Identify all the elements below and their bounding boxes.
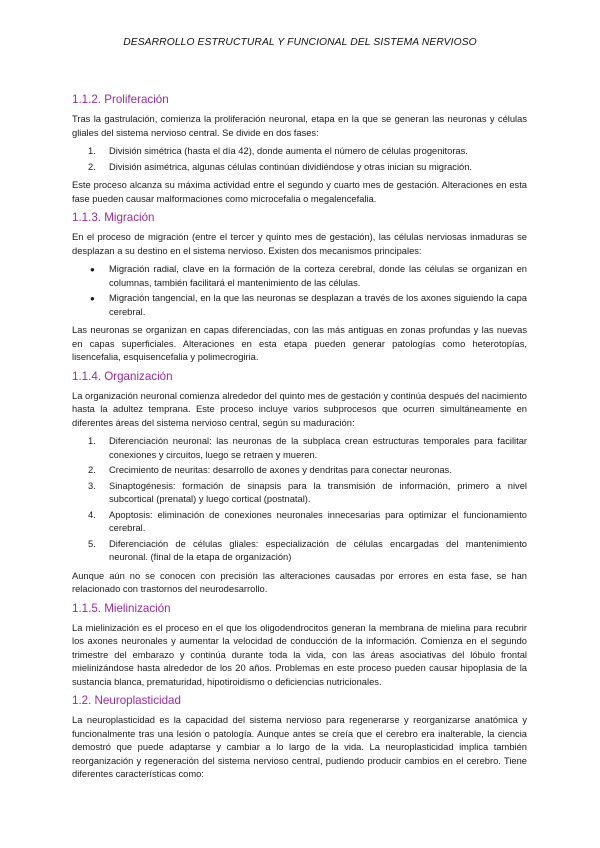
paragraph: En el proceso de migración (entre el tercer y quinto mes de gestación), las células nerviosas inmaduras se desplazan a su destino en el sistema nervioso. Existen dos mecanismos principales: <box>72 232 527 256</box>
list-marker: 4. <box>88 509 96 520</box>
list-item <box>72 263 527 290</box>
paragraph: La organización neuronal comienza alrededor del quinto mes de gestación y continúa después del nacimiento hasta la adultez temprana. Este proceso incluye varios subprocesos que ocurren simultáneamente en diferentes áreas del sistema nervioso central, según su maduración: <box>72 390 527 428</box>
list-item <box>72 292 527 319</box>
section-heading: 1.1.5. Mielinización <box>72 601 171 615</box>
section-heading: 1.1.4. Organización <box>72 369 173 383</box>
list-item-text: División simétrica (hasta el día 42), donde aumenta el número de células progenitoras. <box>109 146 468 156</box>
list-item-text: Crecimiento de neuritas: desarrollo de axones y dendritas para conectar neuronas. <box>109 465 452 475</box>
list-marker: 5. <box>88 538 96 549</box>
list-item-text: Migración tangencial, en la que las neuronas se desplazan a través de los axones siguiendo la capa cerebral. <box>109 293 527 317</box>
list-marker: 1. <box>88 436 96 446</box>
list-item-text: Diferenciación neuronal: las neuronas de la subplaca crean estructuras temporales para facilitar conexiones y circuitos, luego se retraen y mueren. <box>109 436 527 460</box>
numbered-list <box>72 145 527 174</box>
running-header: DESARROLLO ESTRUCTURAL Y FUNCIONAL DEL SISTEMA NERVIOSO <box>123 37 477 48</box>
section-heading: 1.1.2. Proliferación <box>72 93 169 106</box>
list-item <box>72 464 527 478</box>
list-item <box>72 145 527 159</box>
paragraph: Las neuronas se organizan en capas diferenciadas, con las más antiguas en zonas profundas y las nuevas en capas superficiales. Alteraciones en esta etapa pueden generar patologías como heterotopías, lisencefalia, esquisencefalia y polimecrogiria. <box>72 325 527 362</box>
section-proliferacion <box>72 93 527 206</box>
list-item <box>72 480 527 507</box>
list-item <box>72 435 527 462</box>
list-marker: 3. <box>88 480 96 491</box>
list-marker: 2. <box>88 161 96 172</box>
paragraph: Aunque aún no se conocen con precisión las alteraciones causadas por errores en esta fase, se han relacionado con trastornos del neurodesarrollo. <box>72 570 527 594</box>
bullet-list <box>72 263 527 319</box>
list-item-text: Diferenciación de células gliales: especialización de células encargadas del mantenimiento neuronal. (final de la etapa de organización) <box>109 538 527 562</box>
list-item <box>72 161 527 175</box>
section-organizacion <box>72 370 527 597</box>
section-heading: 1.2. Neuroplasticidad <box>72 694 181 707</box>
paragraph: Este proceso alcanza su máxima actividad entre el segundo y cuarto mes de gestación. Alteraciones en esta fase pueden causar malformaciones como microcefalia o megalencefalia. <box>72 180 527 204</box>
paragraph: La mielinización es el proceso en el que los oligodendrocitos generan la membrana de mielina para recubrir los axones neuronales y aumentar la velocidad de conducción de la información. Comienza en el segundo trimestre del embarazo y continúa durante toda la vida, con las áreas asociativas del lóbulo frontal mielinizándose hasta alrededor de los 20 años. Problemas en este proceso pueden causar hipoplasia de la sustancia blanca, prematuridad, hipotiroidismo o deficiencias nutricionales. <box>72 622 527 687</box>
bullet-icon: ● <box>90 294 95 303</box>
list-marker: 2. <box>88 465 96 475</box>
list-item <box>72 509 527 536</box>
numbered-list <box>72 435 527 565</box>
list-marker: 1. <box>88 146 96 156</box>
document-content <box>72 93 527 787</box>
section-mielinizacion <box>72 602 527 690</box>
paragraph: Tras la gastrulación, comienza la proliferación neuronal, etapa en la que se generan las neuronas y células gliales del sistema nervioso central. Se divide en dos fases: <box>72 114 527 138</box>
list-item-text: División asimétrica, algunas células continúan dividiéndose y otras inician su migración. <box>109 161 473 172</box>
list-item-text: Apoptosis: eliminación de conexiones neuronales innecesarias para optimizar el funcionamiento cerebral. <box>109 509 527 533</box>
section-migracion <box>72 211 527 365</box>
list-item-text: Sinaptogénesis: formación de sinapsis para la transmisión de información, primero a nivel subcortical (prenatal) y luego cortical (postnatal). <box>109 480 527 504</box>
list-item <box>72 538 527 565</box>
section-neuroplasticidad <box>72 694 527 782</box>
list-item-text: Migración radial, clave en la formación de la corteza cerebral, donde las células se organizan en columnas, también facilitará el mantenimiento de las células. <box>109 264 527 288</box>
section-heading: 1.1.3. Migración <box>72 211 155 224</box>
bullet-icon: ● <box>90 265 95 274</box>
paragraph: La neuroplasticidad es la capacidad del sistema nervioso para regenerarse y reorganizarse anatómica y funcionalmente tras una lesión o patología. Aunque antes se creía que el cerebro era inalterable, la ciencia demostró que puede adaptarse y cambiar a lo largo de la vida. La neuroplasticidad implica también reorganización y regeneración del sistema nervioso central, pudiendo producir cambios en el cerebro. Tiene diferentes características como: <box>72 715 527 779</box>
